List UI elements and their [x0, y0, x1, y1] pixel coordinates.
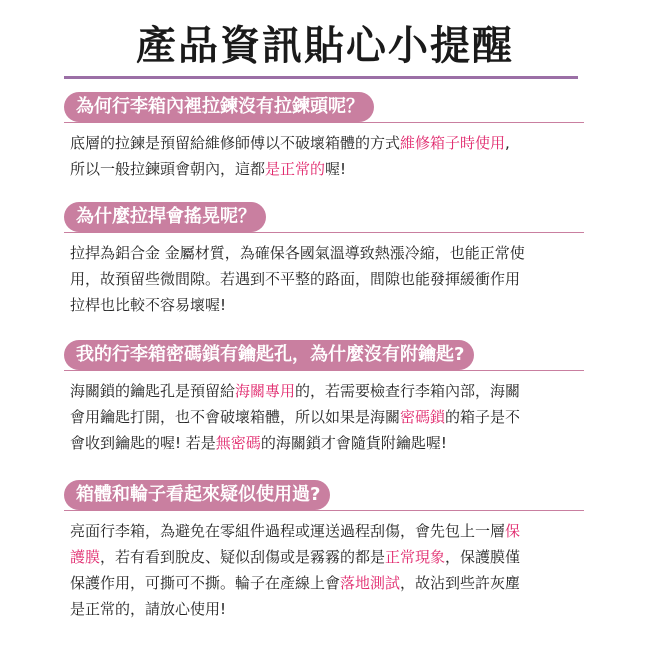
body-text: 會收到鑰匙的喔! 若是	[70, 434, 216, 452]
body-text: 的海關鎖才會隨貨附鑰匙喔!	[260, 434, 447, 452]
body-text: 底層的拉鍊是預留給維修師傅以不破壞箱體的方式	[70, 134, 401, 152]
body-text: 海關鎖的鑰匙孔是預留給	[70, 382, 236, 400]
body-text: 的箱子是不	[445, 408, 521, 426]
heading-underline	[64, 510, 584, 511]
body-line	[70, 596, 584, 622]
heading-underline	[64, 370, 584, 371]
body-text: ，保護膜僅	[445, 548, 521, 566]
body-text: 拉捍為鋁合金 金屬材質，為確保各國氣溫導致熱漲冷縮，也能正常使	[70, 244, 525, 262]
body-line	[70, 544, 584, 570]
body-text: 喔!	[325, 160, 347, 178]
body-text: ，故沾到些許灰塵	[400, 574, 521, 592]
body-line	[70, 518, 584, 544]
faq-section-lock	[64, 340, 584, 456]
section-body	[64, 240, 584, 318]
body-line	[70, 156, 584, 182]
highlight-text: 護膜	[70, 548, 101, 566]
body-line	[70, 570, 584, 596]
title-underline	[64, 76, 578, 79]
section-heading: 為何行李箱內裡拉鍊沒有拉鍊頭呢？	[64, 92, 374, 122]
faq-section-zipper	[64, 92, 584, 182]
page-title: 產品資訊貼心小提醒	[136, 23, 514, 69]
body-text: 亮面行李箱，為避免在零組件過程或運送過程刮傷，會先包上一層	[70, 522, 506, 540]
body-line	[70, 240, 584, 266]
section-body	[64, 378, 584, 456]
section-body	[64, 130, 584, 182]
highlight-text: 正常現象	[385, 548, 446, 566]
body-line	[70, 378, 584, 404]
body-text: 所以一般拉鍊頭會朝內，這都	[70, 160, 266, 178]
faq-section-used-look	[64, 480, 584, 622]
section-heading: 我的行李箱密碼鎖有鑰匙孔，為什麼沒有附鑰匙?	[64, 340, 474, 370]
body-text: 保護作用，可撕可不撕。輪子在產線上會	[70, 574, 341, 592]
faq-section-handle	[64, 202, 584, 318]
body-line	[70, 292, 584, 318]
heading-underline	[64, 232, 584, 233]
highlight-text: 保	[505, 522, 521, 540]
highlight-text: 海關專用	[235, 382, 296, 400]
section-heading: 為什麼拉捍會搖晃呢？	[64, 202, 266, 232]
body-text: ，若有看到脫皮、疑似刮傷或是霧霧的都是	[100, 548, 386, 566]
body-text: 會用鑰匙打開，也不會破壞箱體，所以如果是海關	[70, 408, 401, 426]
body-text: ,	[505, 134, 510, 152]
highlight-text: 落地測試	[340, 574, 401, 592]
section-body	[64, 518, 584, 622]
highlight-text: 密碼鎖	[400, 408, 446, 426]
body-text: 拉桿也比較不容易壞喔!	[70, 296, 227, 314]
highlight-text: 維修箱子時使用	[400, 134, 506, 152]
highlight-text: 是正常的	[265, 160, 326, 178]
body-text: 是正常的，請放心使用!	[70, 600, 227, 618]
section-heading: 箱體和輪子看起來疑似使用過?	[64, 480, 330, 510]
body-line	[70, 130, 584, 156]
heading-underline	[64, 122, 584, 123]
highlight-text: 無密碼	[215, 434, 261, 452]
body-text: 的，若需要檢查行李箱內部，海關	[295, 382, 521, 400]
body-line	[70, 404, 584, 430]
body-text: 用，故預留些微間隙。若遇到不平整的路面，間隙也能發揮緩衝作用	[70, 270, 521, 288]
body-line	[70, 266, 584, 292]
body-line	[70, 430, 584, 456]
